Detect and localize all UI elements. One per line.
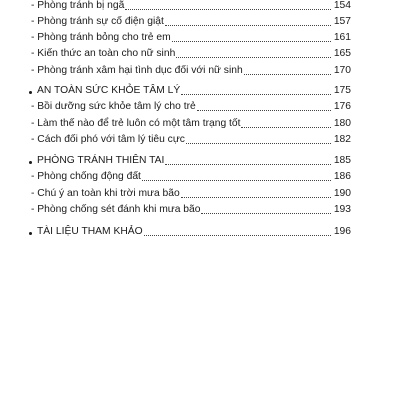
bullet-icon [29, 161, 32, 164]
toc-page-number: 175 [333, 85, 351, 96]
toc-entry-label: - Phòng chống sét đánh khi mưa bão [31, 204, 201, 215]
dot-leader [197, 110, 331, 111]
toc-entry-label: - Phòng tránh bỏng cho trẻ em [31, 32, 171, 43]
toc-section-heading [29, 83, 351, 97]
toc-entry-label: - Cách đối phó với tâm lý tiêu cực [31, 134, 185, 145]
toc-page-number: 154 [333, 0, 351, 11]
dot-leader [176, 57, 331, 58]
dot-leader [186, 143, 331, 144]
toc-entry-label: - Chú ý an toàn khi trời mưa bão [31, 188, 180, 199]
toc-entry-label: - Phòng chống động đất [31, 171, 141, 182]
toc-entry [31, 169, 351, 183]
toc-section-heading [29, 153, 351, 167]
toc-entry-label: - Kiến thức an toàn cho nữ sinh [31, 48, 176, 59]
toc-page-number: 176 [333, 101, 351, 112]
dot-leader [144, 235, 331, 236]
toc-page-number: 185 [333, 155, 351, 166]
toc-page-number: 186 [333, 171, 351, 182]
toc-entry [31, 186, 351, 200]
toc-entry-label: - Phòng tránh sự cố điện giật [31, 16, 164, 27]
toc-page-number: 165 [333, 48, 351, 59]
dot-leader [244, 74, 331, 75]
toc-page-number: 190 [333, 188, 351, 199]
toc-section-label: AN TOÀN SỨC KHỎE TÂM LÝ [37, 85, 181, 96]
toc-entry-label: - Phòng tránh xâm hại tình dục đối với nữ sinh [31, 65, 243, 76]
toc-page-number: 182 [333, 134, 351, 145]
toc-section-heading [29, 224, 351, 238]
toc-section-label: TÀI LIỆU THAM KHẢO [37, 226, 143, 237]
toc-entry [31, 202, 351, 216]
toc-entry-label: - Làm thế nào để trẻ luôn có một tâm trạng tốt [31, 118, 241, 129]
toc-entry [31, 63, 351, 77]
toc-page-number: 180 [333, 118, 351, 129]
dot-leader [172, 41, 331, 42]
toc-entry [31, 46, 351, 60]
dot-leader [142, 180, 331, 181]
dot-leader [125, 9, 331, 10]
toc-page-number: 170 [333, 65, 351, 76]
toc-entry [31, 0, 351, 12]
toc-page-number: 193 [333, 204, 351, 215]
toc-entry-label: - Phòng tránh bị ngã [31, 0, 125, 11]
dot-leader [181, 94, 331, 95]
toc-page-number: 196 [333, 226, 351, 237]
bullet-icon [29, 91, 32, 94]
toc-entry [31, 99, 351, 113]
toc-section-label: PHÒNG TRÁNH THIÊN TAI [37, 155, 165, 166]
dot-leader [201, 213, 331, 214]
toc-page-number: 157 [333, 16, 351, 27]
toc-entry-label: - Bồi dưỡng sức khỏe tâm lý cho trẻ [31, 101, 196, 112]
toc-entry [31, 116, 351, 130]
dot-leader [241, 127, 331, 128]
dot-leader [165, 25, 331, 26]
toc-page-number: 161 [333, 32, 351, 43]
toc-entry [31, 132, 351, 146]
bullet-icon [29, 232, 32, 235]
dot-leader [165, 164, 331, 165]
toc-entry [31, 14, 351, 28]
toc-entry [31, 30, 351, 44]
dot-leader [181, 197, 331, 198]
